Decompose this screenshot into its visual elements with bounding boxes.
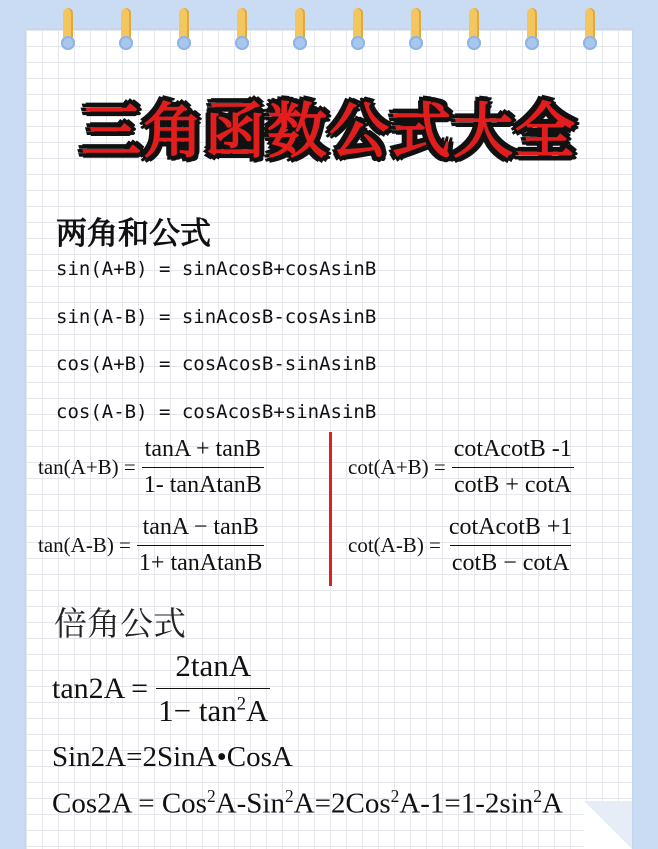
binder-ring-icon bbox=[293, 8, 307, 48]
fraction bbox=[137, 514, 265, 577]
denominator: cotB + cotA bbox=[452, 467, 574, 499]
formula-part: A-1=1-2sin bbox=[399, 787, 534, 820]
denominator-part: A bbox=[246, 693, 269, 728]
fraction bbox=[447, 514, 575, 577]
binder-ring-icon bbox=[525, 8, 539, 48]
denominator: 1+ tanAtanB bbox=[137, 545, 265, 577]
column-divider bbox=[329, 432, 332, 586]
formula-lhs: tan(A+B) = bbox=[38, 455, 136, 479]
exponent: 2 bbox=[284, 786, 294, 806]
binder-ring-icon bbox=[409, 8, 423, 48]
numerator: tanA + tanB bbox=[144, 436, 261, 462]
binder-ring-icon bbox=[119, 8, 133, 48]
fraction bbox=[156, 648, 270, 729]
exponent: 2 bbox=[206, 786, 216, 806]
binder-ring-icon bbox=[177, 8, 191, 48]
formula-sin-diff: sin(A-B) = sinAcosB-cosAsinB bbox=[56, 306, 377, 328]
numerator: tanA − tanB bbox=[142, 514, 259, 540]
formula-lhs: cot(A-B) = bbox=[348, 533, 441, 557]
formula-tan-sum bbox=[38, 436, 264, 499]
formula-cot-sum bbox=[348, 436, 574, 499]
formula-lhs: tan2A = bbox=[52, 671, 149, 705]
formula-tan2a bbox=[52, 648, 270, 729]
fraction bbox=[142, 436, 264, 499]
formula-tan-diff bbox=[38, 514, 264, 577]
denominator-part: 1− tan bbox=[158, 693, 237, 728]
formula-sin2a: Sin2A=2SinA•CosA bbox=[52, 741, 293, 773]
denominator: cotB − cotA bbox=[450, 545, 572, 577]
binder-ring-icon bbox=[583, 8, 597, 48]
binder-ring-icon bbox=[61, 8, 75, 48]
fraction bbox=[452, 436, 574, 499]
numerator: 2tanA bbox=[175, 648, 252, 683]
formula-cot-diff bbox=[348, 514, 574, 577]
formula-part: Cos2A = Cos bbox=[52, 787, 207, 820]
exponent: 2 bbox=[390, 786, 400, 806]
numerator: cotAcotB +1 bbox=[448, 514, 573, 540]
page-curl bbox=[584, 801, 632, 849]
formula-lhs: tan(A-B) = bbox=[38, 533, 131, 557]
denominator bbox=[156, 688, 270, 729]
formula-cos2a bbox=[52, 786, 563, 821]
section-heading-double-angle: 倍角公式 bbox=[54, 604, 186, 643]
section-heading-sum-formulas: 两角和公式 bbox=[56, 216, 211, 252]
formula-part: A bbox=[541, 787, 563, 820]
formula-sin-sum: sin(A+B) = sinAcosB+cosAsinB bbox=[56, 258, 377, 280]
numerator: cotAcotB -1 bbox=[453, 436, 572, 462]
formula-lhs: cot(A+B) = bbox=[348, 455, 446, 479]
formula-cos-diff: cos(A-B) = cosAcosB+sinAsinB bbox=[56, 401, 377, 423]
page-title: 三角函数公式大全 bbox=[81, 97, 577, 167]
exponent: 2 bbox=[533, 786, 542, 806]
formula-part: A=2Cos bbox=[293, 787, 391, 820]
exponent: 2 bbox=[236, 693, 246, 715]
binder-ring-icon bbox=[235, 8, 249, 48]
binder-ring-icon bbox=[351, 8, 365, 48]
denominator: 1- tanAtanB bbox=[142, 467, 264, 499]
binder-ring-icon bbox=[467, 8, 481, 48]
formula-cos-sum: cos(A+B) = cosAcosB-sinAsinB bbox=[56, 353, 377, 375]
formula-part: A-Sin bbox=[215, 787, 285, 820]
